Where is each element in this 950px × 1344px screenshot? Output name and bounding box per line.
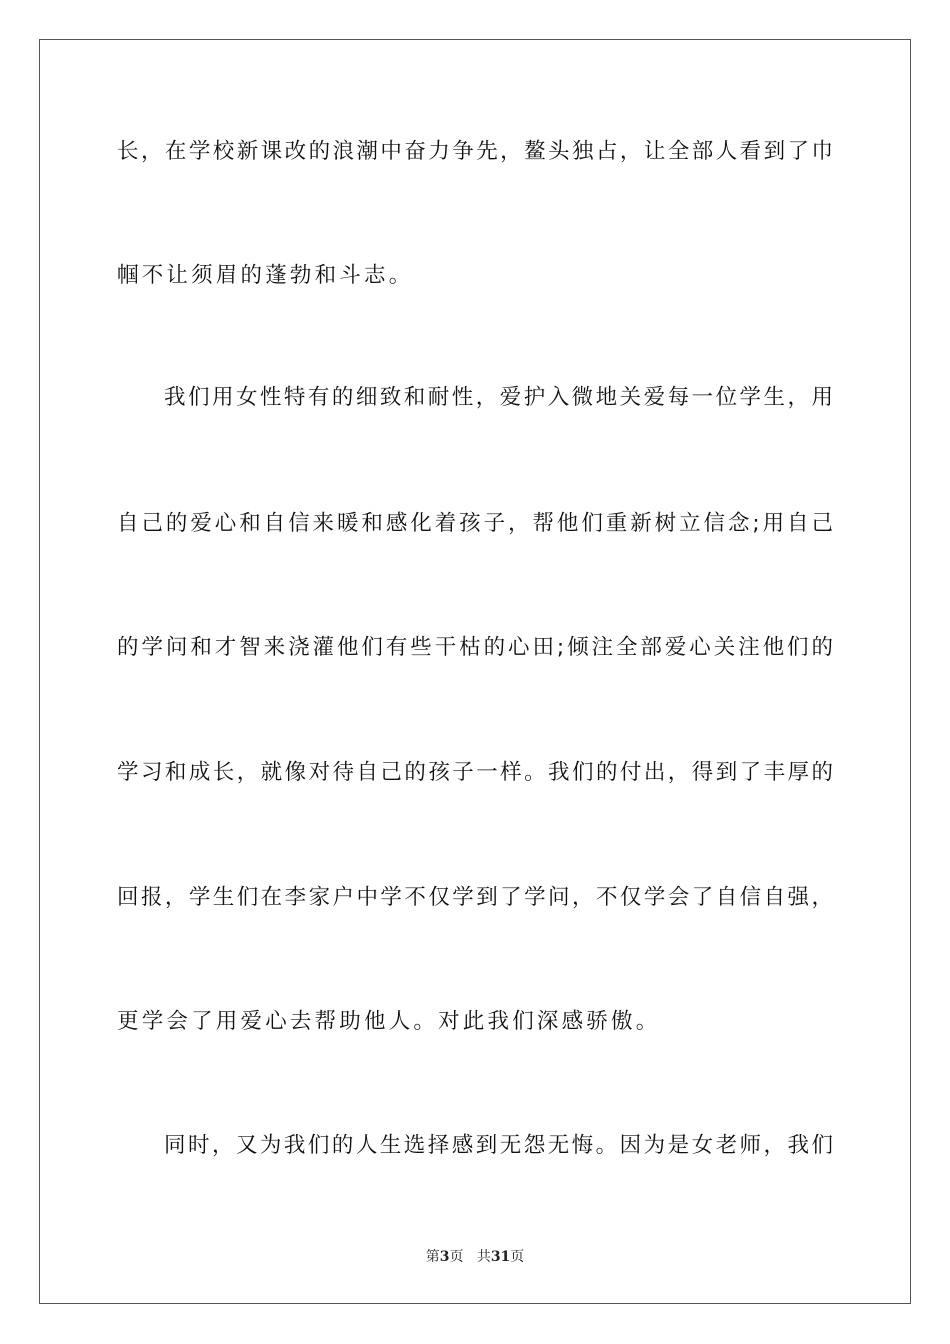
- text-line-7: 回报，学生们在李家户中学不仅学到了学问，不仅学会了自信自强，: [117, 885, 833, 910]
- page-number: 3: [439, 1249, 450, 1265]
- text-line-9: 同时，又为我们的人生选择感到无怨无悔。因为是女老师，我们: [164, 1133, 833, 1158]
- total-prefix: 共: [476, 1249, 491, 1265]
- text-line-1: 长，在学校新课改的浪潮中奋力争先，鳌头独占，让全部人看到了巾: [117, 139, 833, 164]
- text-line-6: 学习和成长，就像对待自己的孩子一样。我们的付出，得到了丰厚的: [117, 760, 833, 785]
- total-pages: 31: [490, 1249, 511, 1265]
- text-line-8: 更学会了用爱心去帮助他人。对此我们深感骄傲。: [117, 1009, 661, 1034]
- text-line-5: 的学问和才智来浇灌他们有些干枯的心田;倾注全部爱心关注他们的: [117, 635, 833, 660]
- text-line-4: 自己的爱心和自信来暖和感化着孩子，帮他们重新树立信念;用自己: [117, 511, 833, 536]
- page-footer: [0, 1246, 950, 1266]
- page-border: [39, 39, 911, 1304]
- text-line-2: 帼不让须眉的蓬勃和斗志。: [117, 263, 414, 288]
- page-prefix: 第: [425, 1249, 440, 1265]
- page-suffix: 页: [449, 1249, 464, 1265]
- text-line-3: 我们用女性特有的细致和耐性，爱护入微地关爱每一位学生，用: [164, 385, 833, 410]
- total-suffix: 页: [510, 1249, 525, 1265]
